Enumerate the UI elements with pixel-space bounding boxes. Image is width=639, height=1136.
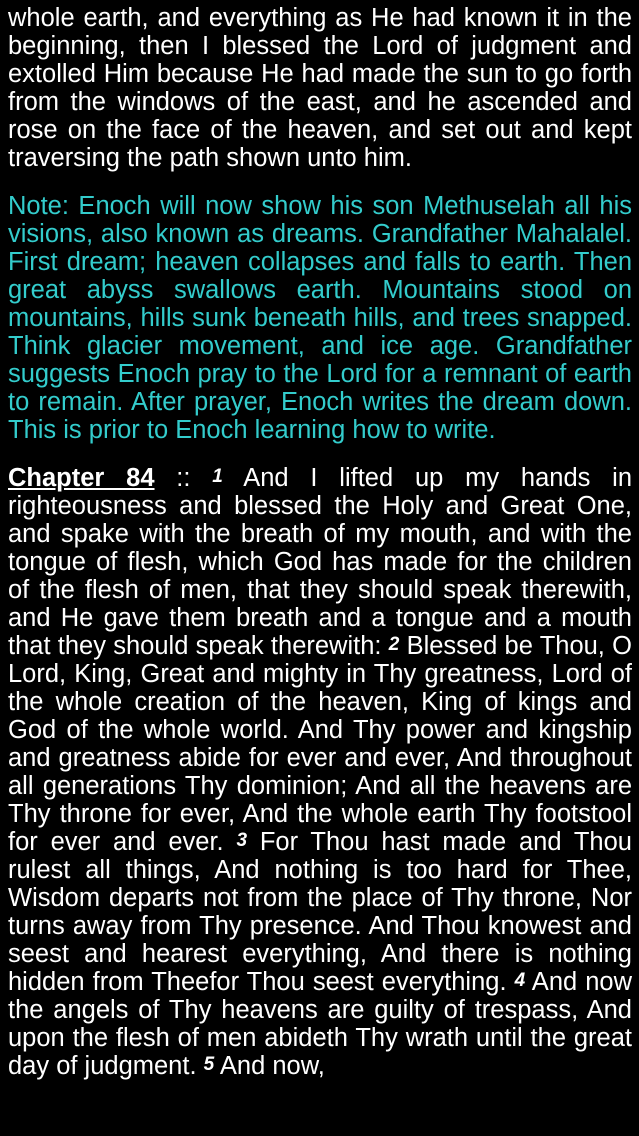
verse-number-5[interactable]: 5 (203, 1054, 215, 1075)
verse-text-1: And I lifted up my hands in righteousness and blessed the Holy and Great One, and spake with the breath of my mouth, and with the tongue of flesh, which God has made for the children of the flesh of men, that they should speak therewith, and He gave them breath and a tongue and a mouth that they should speak therewith: (8, 464, 633, 660)
verse-number-3[interactable]: 3 (236, 830, 248, 851)
chapter-84-paragraph (8, 464, 632, 1080)
verse-text-4: And now the angels of Thy heavens are guilty of trespass, And upon the flesh of men abideth Thy wrath until the great day of judgment. (8, 968, 632, 1080)
verse-number-2[interactable]: 2 (388, 634, 400, 655)
previous-paragraph: whole earth, and everything as He had known it in the beginning, then I blessed the Lord of judgment and extolled Him because He had made the sun to go forth from the windows of the east, and he ascended and rose on the face of the heaven, and set out and kept traversing the path shown unto him. (8, 4, 632, 172)
chapter-heading-link[interactable]: Chapter 84 (8, 464, 155, 492)
chapter-note: Note: Enoch will now show his son Methuselah all his visions, also known as dreams. Grandfather Mahalalel. First dream; heaven collapses and falls to earth. Then great abyss swallows earth. Mountains stood on mountains, hills sunk beneath hills, and trees snapped. Think glacier movement, and ice age. Grandfather suggests Enoch pray to the Lord for a remnant of earth to remain. After prayer, Enoch writes the dream down. This is prior to Enoch learning how to write. (8, 192, 632, 444)
chapter-separator: :: (154, 464, 213, 492)
verse-number-4[interactable]: 4 (514, 970, 526, 991)
verse-text-3: For Thou hast made and Thou rulest all things, And nothing is too hard for Thee, Wisdom departs not from the place of Thy throne, Nor turns away from Thy presence. And Thou knowest and seest and hearest everything, And there is nothing hidden from Theefor Thou seest everything. (8, 828, 632, 996)
verse-text-5: And now, (214, 1052, 325, 1080)
reader-content[interactable] (8, 0, 632, 1100)
verse-text-2: Blessed be Thou, O Lord, King, Great and mighty in Thy greatness, Lord of the whole creation of the heaven, King of kings and God of the whole world. And Thy power and kingship and greatness abide for ever and ever, And throughout all generations Thy dominion; And all the heavens are Thy throne for ever, And the whole earth Thy footstool for ever and ever. (8, 632, 632, 856)
verse-number-1[interactable]: 1 (212, 466, 223, 487)
